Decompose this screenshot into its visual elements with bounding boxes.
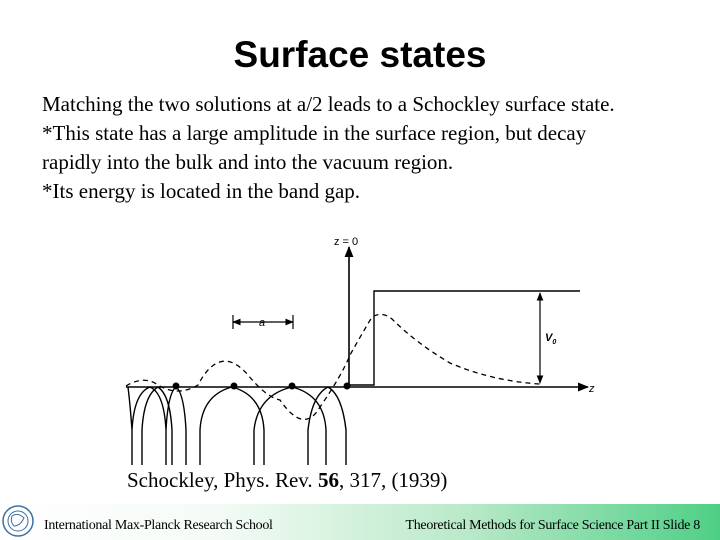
body-line-1: Matching the two solutions at a/2 leads to a Schockley surface state. — [42, 92, 615, 116]
footer-right-text: Theoretical Methods for Surface Science Part II Slide 8 — [405, 518, 700, 533]
institute-logo-icon — [0, 502, 36, 540]
slide-title: Surface states — [233, 34, 487, 75]
surface-state-diagram — [120, 225, 600, 465]
surface-state-wavefunction — [126, 314, 540, 419]
potential-wells-2 — [142, 387, 346, 465]
body-text — [42, 90, 712, 206]
citation-volume: 56 — [317, 468, 339, 492]
footer-left-text: International Max-Planck Research School — [44, 518, 273, 533]
potential-wells — [128, 387, 186, 465]
body-line-4: *Its energy is located in the band gap. — [42, 179, 361, 203]
a-label: a — [259, 317, 266, 329]
z-axis-label: z — [589, 383, 595, 395]
citation — [127, 468, 447, 493]
atom-dot — [231, 383, 238, 390]
citation-before: Schockley, Phys. Rev. — [127, 468, 318, 492]
atom-dot — [173, 383, 180, 390]
body-line-3: rapidly into the bulk and into the vacuum region. — [42, 150, 454, 174]
citation-after: , 317, (1939) — [338, 468, 448, 492]
atom-dot — [344, 383, 351, 390]
body-line-2: *This state has a large amplitude in the surface region, but decay — [42, 121, 587, 145]
v0-label: $V_0$ — [545, 332, 557, 346]
z0-label: z = 0 — [334, 236, 359, 248]
atom-dot — [289, 383, 296, 390]
